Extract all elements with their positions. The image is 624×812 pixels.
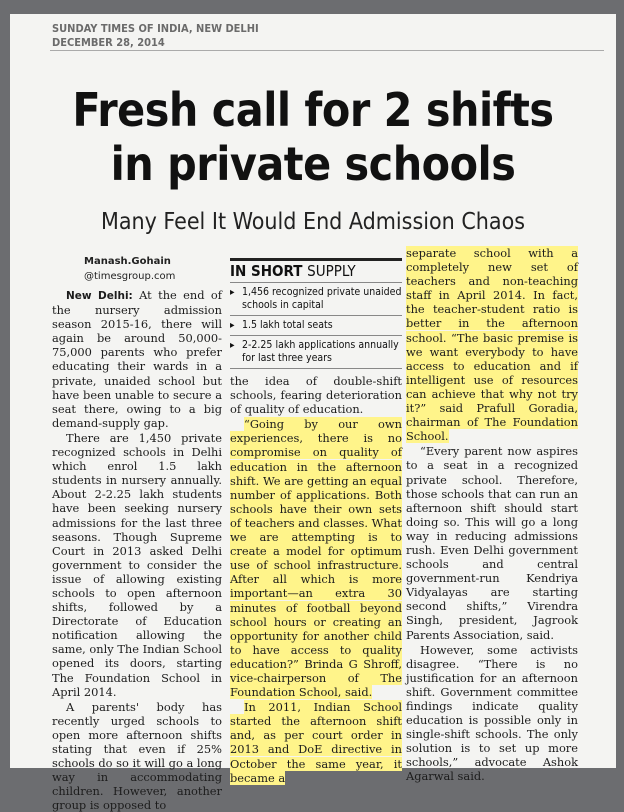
highlighted-quote: “Going by our own experiences, there is no compromise on quality of education in the afternoon shift. We are getting an equal number of applications. Both schools have their own sets of teachers and classes. What we are attempting is to create a model for optimum use of school infrastructure. After all which is more important—an extra 30 minutes of football beyond school hours or creating an opportunity for another child to have access to quality education?” Brinda G Shroff, vice-chairperson of The Foundation School, said. bbox=[230, 417, 402, 700]
in-short-box bbox=[230, 258, 402, 369]
newspaper-clipping bbox=[10, 14, 616, 812]
highlighted-text: In 2011, Indian School started the afternoon shift and, as per court order in 2013 and DoE directive in October the same year, it became a bbox=[230, 700, 402, 785]
article-paragraph bbox=[406, 246, 578, 443]
dateline: New Delhi: bbox=[66, 290, 133, 302]
headline-line-2: in private schools bbox=[110, 137, 516, 191]
masthead-rule bbox=[50, 50, 604, 51]
article-paragraph bbox=[230, 700, 402, 785]
article-paragraph: There are 1,450 private recognized schools in Delhi which enrol 1.5 lakh students in nursery annually. About 2-2.25 lakh students have been seeking nursery admissions for the last three seasons. Though Supreme Court in 2013 asked Delhi government to consider the issue of allowing existing schools to open afternoon shifts, followed by a Directorate of Education notification allowing the same, only The Indian School opened its doors, starting The Foundation School in April 2014. bbox=[52, 430, 223, 699]
in-short-item: ▸ 1,456 recognized private unaided schools in capital bbox=[230, 282, 402, 315]
in-short-list bbox=[230, 282, 402, 369]
highlighted-text: separate school with a completely new set of teachers and non-teaching staff in April 2014. In fact, the teacher-student ratio is better in the afternoon school. “The basic premise is we want everybody to have access to education and if intelligent use of resources can achieve that why not try it?” said Prafull Goradia, chairman of The Foundation School. bbox=[406, 246, 578, 444]
edition-date: DECEMBER 28, 2014 bbox=[52, 36, 165, 49]
article-paragraph: “Every parent now aspires to a seat in a recognized private school. Therefore, those schools that can run an afternoon shift should start doing so. This will go a long way in reducing admissions rush. Even Delhi government schools and central government-run Kendriya Vidyalayas are starting second shifts,” Virendra Singh, president, Jagrook Parents Association, said. bbox=[406, 444, 578, 642]
byline-email: @timesgroup.com bbox=[84, 271, 176, 282]
article-column-1 bbox=[52, 288, 222, 812]
article-paragraph: A parents' body has recently urged schools to open more afternoon shifts stating that even if 25% schools do so it will go a long way in accommodating children. However, another group is opposed to bbox=[52, 699, 222, 812]
article-paragraph: the idea of double-shift schools, fearing deterioration of quality of education. bbox=[230, 374, 402, 417]
paper-name: SUNDAY TIMES OF INDIA, NEW DELHI bbox=[52, 22, 259, 35]
in-short-title bbox=[230, 258, 402, 282]
in-short-title-bold: IN SHORT bbox=[230, 262, 303, 280]
article-column-2 bbox=[230, 374, 402, 785]
in-short-item: ▸ 1.5 lakh total seats bbox=[230, 315, 402, 335]
byline bbox=[84, 254, 175, 284]
article-paragraph bbox=[52, 288, 222, 430]
article-paragraph bbox=[230, 417, 402, 699]
article-column-3 bbox=[406, 246, 578, 784]
article-paragraph: However, some activists disagree. “There is no justification for an afternoon shift. Government committee findings indicate quality education is possible only in single-shift schools. The only solution is to set up more schools,” advocate Ashok Agarwal said. bbox=[406, 642, 578, 784]
paragraph-text: At the end of the nursery admission season 2015-16, there will again be around 50,000-75,000 parents who prefer educating their wards in a private, unaided school but have been unable to secure a seat there, owing to a big demand-supply gap. bbox=[52, 288, 222, 430]
subheadline: Many Feel It Would End Admission Chaos bbox=[100, 209, 526, 235]
byline-name: Manash.Gohain bbox=[84, 256, 171, 267]
in-short-title-plain: SUPPLY bbox=[307, 262, 356, 280]
in-short-item: ▸ 2-2.25 lakh applications annually for last three years bbox=[230, 335, 402, 369]
masthead bbox=[52, 22, 259, 50]
headline-line-1: Fresh call for 2 shifts bbox=[72, 83, 554, 137]
